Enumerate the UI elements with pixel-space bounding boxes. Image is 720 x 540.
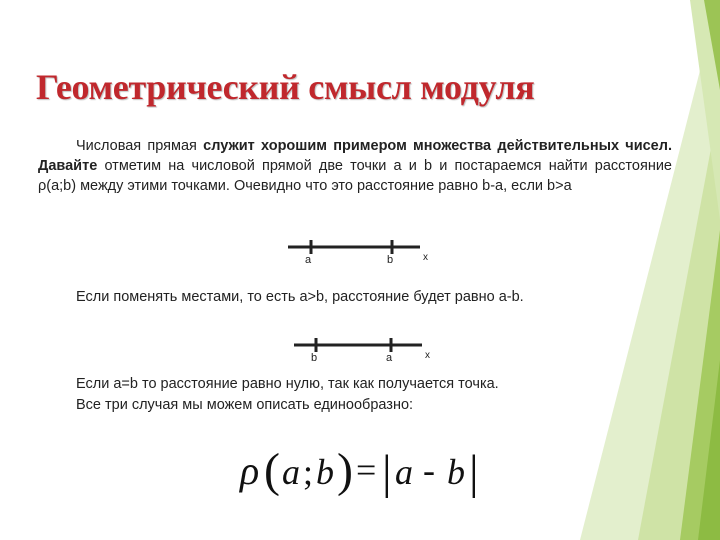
intro-paragraph — [38, 136, 672, 196]
formula-a2: a — [395, 452, 413, 492]
formula-equals: = — [356, 450, 377, 490]
intro-text-start: Числовая прямая — [76, 138, 204, 154]
axis-x-label: x — [423, 252, 428, 263]
point-a-label: a — [386, 352, 393, 364]
intro-text-end: отметим на числовой прямой две точки a и b и постараемся найти расстояние ρ(a;b) между этими точками. Очевидно что это расстояние равно b-a, если b>a — [38, 158, 672, 194]
axis-x-label: x — [425, 350, 430, 361]
intro-text-bold: служит хорошим примером множества действительных чисел. Давайте — [38, 138, 672, 174]
formula-rho: ρ — [240, 448, 260, 493]
uniform-text: Все три случая мы можем описать единообразно: — [76, 397, 414, 413]
formula-abs-right: | — [469, 446, 479, 499]
formula-semicolon: ; — [303, 452, 314, 492]
formula-a: a — [282, 452, 300, 492]
formula-abs-left: | — [382, 446, 392, 499]
slide-title: Геометрический смысл модуля — [36, 67, 535, 107]
point-a-label: a — [305, 254, 312, 266]
formula-minus: - — [423, 450, 435, 490]
swap-text: Если поменять местами, то есть a>b, расстояние будет равно a-b. — [76, 289, 524, 305]
point-b-label: b — [387, 254, 394, 266]
formula-b2: b — [447, 452, 465, 492]
formula-b: b — [316, 452, 334, 492]
distance-formula — [238, 440, 488, 506]
point-b-label: b — [311, 352, 318, 364]
number-line-a-b — [286, 236, 436, 266]
formula-left-paren: ( — [264, 444, 280, 497]
equal-case-text: Если a=b то расстояние равно нулю, так как получается точка. — [76, 376, 499, 392]
number-line-b-a — [292, 334, 442, 364]
green-decoration — [520, 0, 720, 540]
formula-right-paren: ) — [337, 444, 353, 497]
